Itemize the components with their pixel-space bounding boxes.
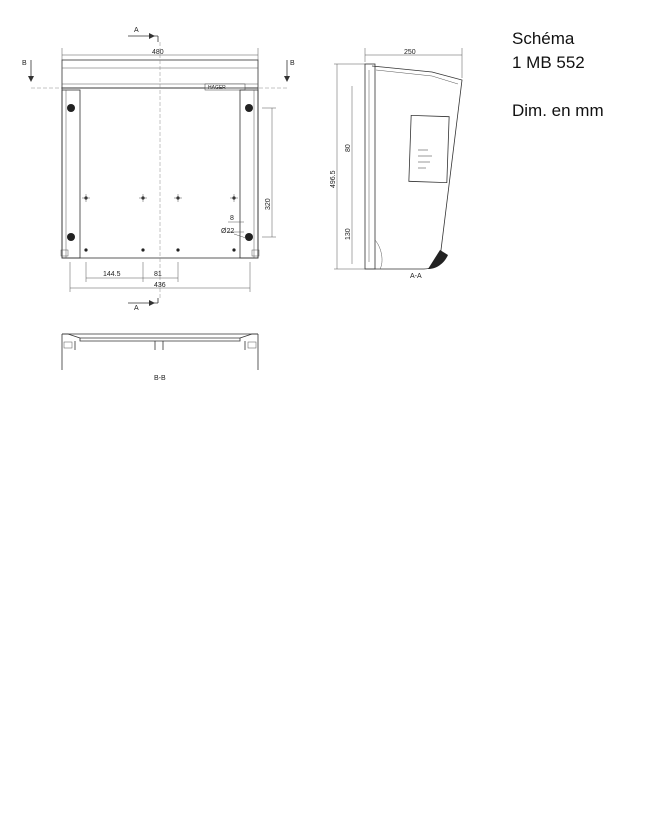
section-marker-b-left: B xyxy=(22,60,27,67)
dim-base-436: 436 xyxy=(154,282,166,289)
dim-lower-130: 130 xyxy=(345,228,352,240)
section-marker-b-right: B xyxy=(290,60,295,67)
dim-upper-80: 80 xyxy=(345,144,352,152)
dim-height-496-5: 496.5 xyxy=(330,170,337,188)
section-marker-a-bottom: A xyxy=(134,305,139,312)
brand-plate: HAGER xyxy=(208,85,226,91)
front-view xyxy=(22,27,295,312)
section-marker-a-top: A xyxy=(134,27,139,34)
side-view xyxy=(330,48,462,280)
section-label-a-a: A-A xyxy=(410,273,422,280)
section-label-b-b: B-B xyxy=(154,375,166,382)
model-number: 1 MB 552 xyxy=(512,53,585,72)
units-note: Dim. en mm xyxy=(512,101,604,120)
bottom-view xyxy=(62,334,258,382)
dim-width-480: 480 xyxy=(152,49,164,56)
dim-depth-250: 250 xyxy=(404,49,416,56)
dim-hole-diameter: Ø22 xyxy=(221,228,235,235)
schema-title: Schéma xyxy=(512,29,575,48)
dim-vertical-320: 320 xyxy=(265,198,272,210)
dim-spacing-144-5: 144.5 xyxy=(103,271,121,278)
dim-spacing-81: 81 xyxy=(154,271,162,278)
dim-offset-8: 8 xyxy=(230,215,234,222)
